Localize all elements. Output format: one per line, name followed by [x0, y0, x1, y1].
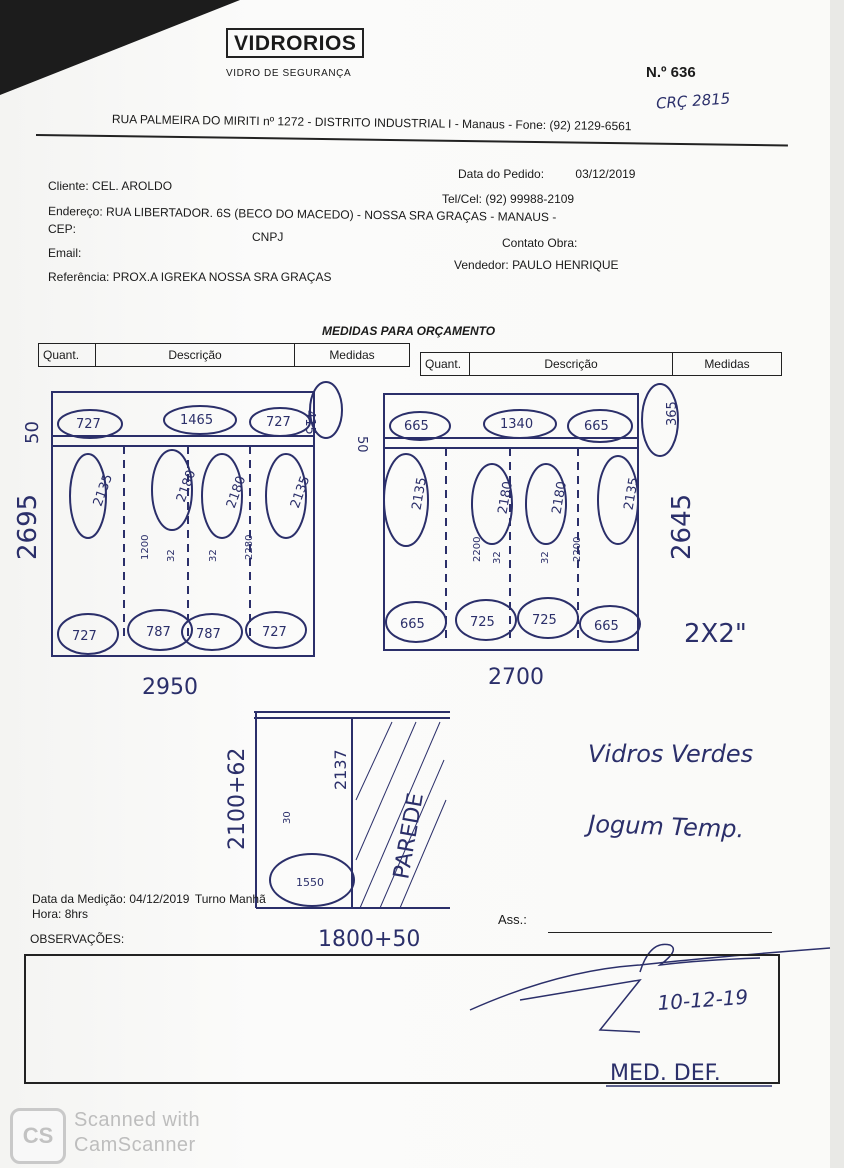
sketch-label: 725 [470, 615, 495, 630]
sketch-label: 365 [665, 401, 680, 426]
sketch-label: 30 [282, 811, 293, 824]
sketch-label: 725 [532, 613, 557, 628]
sketch-label: 2180 [173, 468, 200, 505]
camscanner-watermark [74, 1108, 200, 1158]
sketch-label: 1550 [296, 876, 324, 889]
order-date-label: Data do Pedido: [458, 167, 545, 181]
order-date-value: 03/12/2019 [575, 167, 636, 181]
sketch-label: 2280 [244, 534, 255, 560]
sketch-label: 665 [594, 619, 619, 634]
address-value: RUA LIBERTADOR. 6S (BECO DO MACEDO) - NOSSA SRA GRAÇAS - MANAUS - [105, 204, 557, 225]
seller-label: Vendedor: [454, 258, 509, 272]
status-annotation: MED. DEF. [610, 1061, 721, 1086]
sketch-label: 727 [76, 417, 101, 432]
measure-date-field [32, 892, 266, 906]
camscanner-logo: CS [10, 1108, 66, 1164]
sketch-label: 727 [72, 629, 97, 644]
cep-label: CEP: [48, 222, 77, 236]
reference-label: Referência: [48, 270, 110, 284]
company-address: RUA PALMEIRA DO MIRITI nº 1272 - DISTRITO INDUSTRIAL I - Manaus - Fone: (92) 2129-6561 [111, 112, 632, 134]
sketch-label: 1340 [500, 417, 534, 432]
sketch-label: 1200 [140, 534, 151, 560]
sketch-label: 2137 [331, 749, 350, 790]
handwritten-note: Vidros Verdes [588, 740, 754, 768]
sketch-label: 415 [302, 410, 317, 435]
contact-label: Contato Obra: [502, 236, 578, 250]
col-measures: Medidas [295, 344, 410, 367]
sketch-label: 2X2" [684, 619, 747, 649]
sketch-label: 50 [354, 436, 369, 453]
sketch-label: 2180 [223, 474, 250, 511]
tel-label: Tel/Cel: [442, 192, 483, 206]
sketch-label: PAREDE [389, 791, 430, 882]
hour-label: Hora: [32, 907, 62, 921]
measure-date-value: 04/12/2019 [129, 892, 190, 906]
document-number: N.º 636 [646, 64, 696, 81]
sketch-label: 2180 [549, 480, 571, 516]
email-label: Email: [48, 246, 82, 260]
company-tagline: VIDRO DE SEGURANÇA [226, 68, 352, 79]
signature-line [548, 932, 772, 933]
sketch-label: 32 [492, 551, 503, 564]
sketch-label: 2100+62 [225, 747, 250, 850]
sketch-label: 2645 [667, 493, 697, 560]
hour-value: 8hrs [64, 907, 89, 921]
signature-label: Ass.: [498, 912, 527, 927]
signature-date: 10-12-19 [656, 984, 749, 1015]
client-label: Cliente: [48, 179, 89, 193]
shift-value: Manhã [229, 892, 266, 906]
col-description: Descrição [96, 344, 295, 367]
sketch-label: 2135 [287, 474, 314, 511]
sketch-label: 2135 [90, 472, 117, 509]
sketch-label: 2135 [409, 476, 431, 512]
client-value: CEL. AROLDO [92, 179, 173, 193]
section-title: MEDIDAS PARA ORÇAMENTO [322, 324, 496, 338]
sketch-label: 2700 [488, 665, 544, 690]
sketch-label: 665 [404, 419, 429, 434]
sketch-label: 665 [584, 419, 609, 434]
sketch-label: 1465 [180, 413, 214, 428]
tel-value: (92) 99988-2109 [485, 192, 575, 206]
measure-date-label: Data da Medição: [32, 892, 127, 906]
sketch-label: 2180 [495, 480, 517, 516]
wall-hatch [356, 722, 392, 800]
observations-box [24, 954, 780, 1084]
col-measures: Medidas [673, 353, 782, 376]
watermark-line2: CamScanner [74, 1134, 196, 1156]
sketch-label: 787 [196, 627, 221, 642]
sketch-label: 2200 [572, 536, 583, 562]
col-quant: Quant. [421, 353, 470, 376]
sketch-label: 2695 [13, 493, 43, 560]
sketch-label: 32 [540, 551, 551, 564]
observations-label: OBSERVAÇÕES: [30, 932, 125, 946]
company-logo: VIDRORIOS [226, 28, 364, 58]
address-label: Endereço: [47, 204, 103, 219]
handwritten-ref: CRÇ 2815 [655, 89, 731, 113]
sketch-label: 32 [166, 549, 177, 562]
col-quant: Quant. [39, 344, 96, 367]
watermark-line1: Scanned with [74, 1109, 201, 1131]
reference-value: PROX.A IGREKA NOSSA SRA GRAÇAS [112, 270, 332, 284]
sketch-label: 787 [146, 625, 171, 640]
sketch-label: 727 [266, 415, 291, 430]
handwritten-note: Jogum Temp. [587, 810, 745, 844]
sketch-label: 1800+50 [318, 927, 421, 952]
shift-label: Turno [194, 892, 226, 906]
sketch-label: 2200 [472, 536, 483, 562]
sketch-label: 2135 [621, 476, 643, 512]
cnpj-label: CNPJ [252, 230, 284, 244]
sketch-label: 665 [400, 617, 425, 632]
sketch-label: 32 [208, 549, 219, 562]
col-description: Descrição [470, 353, 673, 376]
sketch-label: 50 [22, 421, 43, 444]
sketch-label: 2950 [142, 675, 198, 700]
hour-field [32, 907, 88, 921]
seller-value: PAULO HENRIQUE [512, 258, 619, 272]
sketch-label: 727 [262, 625, 287, 640]
